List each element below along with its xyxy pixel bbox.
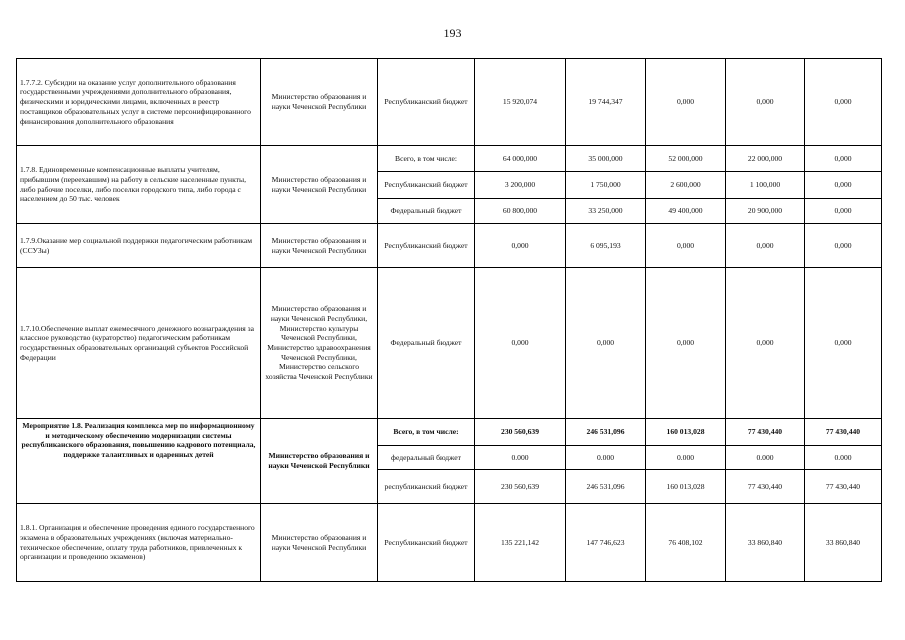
- value-cell: 0,000: [726, 224, 805, 268]
- value-cell: 2 600,000: [646, 172, 726, 199]
- value-cell: 0.000: [475, 446, 566, 470]
- measure-name: 1.7.10.Обеспечение выплат ежемесячного денежного вознаграждения за классное руководство (кураторство) педагогическим работникам государственных образовательных организаций субъектов Российской Федерации: [17, 268, 261, 419]
- table-row: [17, 59, 882, 146]
- value-cell: 52 000,000: [646, 146, 726, 172]
- value-cell: 147 746,623: [566, 504, 646, 582]
- value-cell: 0,000: [805, 59, 882, 146]
- executor-cell: Министерство образования и науки Чеченской Республики: [261, 419, 378, 504]
- value-cell: 0.000: [805, 446, 882, 470]
- value-cell: 0,000: [805, 146, 882, 172]
- value-cell: 77 430,440: [805, 470, 882, 504]
- executor-cell: Министерство образования и науки Чеченской Республики: [261, 146, 378, 224]
- value-cell: 22 000,000: [726, 146, 805, 172]
- value-cell: 49 400,000: [646, 199, 726, 224]
- value-cell: 1 100,000: [726, 172, 805, 199]
- table-row: [17, 268, 882, 419]
- funding-source: Всего, в том числе:: [378, 146, 475, 172]
- value-cell: 35 000,000: [566, 146, 646, 172]
- value-cell: 33 250,000: [566, 199, 646, 224]
- funding-source: Федеральный бюджет: [378, 199, 475, 224]
- measure-name: 1.7.8. Единовременные компенсационные выплаты учителям, прибывшим (переехавшим) на работу в сельские населенные пункты, либо рабочие поселки, либо поселки городского типа, либо города с населением до 50 тыс. человек: [17, 146, 261, 224]
- funding-source: Республиканский бюджет: [378, 224, 475, 268]
- value-cell: 0,000: [475, 224, 566, 268]
- value-cell: 246 531,096: [566, 419, 646, 446]
- value-cell: 0,000: [726, 59, 805, 146]
- table-row: [17, 224, 882, 268]
- executor-cell: Министерство образования и науки Чеченской Республики: [261, 224, 378, 268]
- funding-source: Республиканский бюджет: [378, 172, 475, 199]
- value-cell: 160 013,028: [646, 419, 726, 446]
- value-cell: 76 408,102: [646, 504, 726, 582]
- value-cell: 3 200,000: [475, 172, 566, 199]
- table-row: [17, 146, 882, 172]
- budget-table: [16, 58, 882, 582]
- value-cell: 6 095,193: [566, 224, 646, 268]
- funding-source: Федеральный бюджет: [378, 268, 475, 419]
- value-cell: 0.000: [566, 446, 646, 470]
- value-cell: 160 013,028: [646, 470, 726, 504]
- value-cell: 60 800,000: [475, 199, 566, 224]
- measure-name: 1.8.1. Организация и обеспечение проведения единого государственного экзамена в образовательных учреждениях (включая материально-техническое обеспечение, оплату труда работников, привлеченных к организации и проведению экзаменов): [17, 504, 261, 582]
- value-cell: 77 430,440: [726, 470, 805, 504]
- funding-source: Республиканский бюджет: [378, 59, 475, 146]
- value-cell: 0.000: [646, 446, 726, 470]
- value-cell: 15 920,074: [475, 59, 566, 146]
- table-row: [17, 419, 882, 446]
- value-cell: 0,000: [805, 199, 882, 224]
- value-cell: 20 900,000: [726, 199, 805, 224]
- measure-name: 1.7.7.2. Субсидии на оказание услуг дополнительного образования государственными учреждениями дополнительного образования, физическими и юридическими лицами, включенных в реестр поставщиков образовательных услуг в системе персонифицированного финансирования дополнительного образования: [17, 59, 261, 146]
- value-cell: 0,000: [566, 268, 646, 419]
- value-cell: 135 221,142: [475, 504, 566, 582]
- value-cell: 33 860,840: [805, 504, 882, 582]
- value-cell: 0,000: [646, 224, 726, 268]
- executor-cell: Министерство образования и науки Чеченской Республики: [261, 59, 378, 146]
- value-cell: 230 560,639: [475, 470, 566, 504]
- value-cell: 64 000,000: [475, 146, 566, 172]
- executor-cell: Министерство образования и науки Чеченской Республики, Министерство культуры Чеченской Республики, Министерство здравоохранения Чеченской Республики, Министерство сельского хозяйства Чеченской Республики: [261, 268, 378, 419]
- value-cell: 19 744,347: [566, 59, 646, 146]
- value-cell: 0,000: [646, 59, 726, 146]
- value-cell: 77 430,440: [726, 419, 805, 446]
- page-number: 193: [443, 26, 462, 40]
- value-cell: 0,000: [805, 224, 882, 268]
- value-cell: 1 750,000: [566, 172, 646, 199]
- value-cell: 0,000: [726, 268, 805, 419]
- value-cell: 0.000: [726, 446, 805, 470]
- value-cell: 230 560,639: [475, 419, 566, 446]
- value-cell: 0,000: [646, 268, 726, 419]
- executor-cell: Министерство образования и науки Чеченской Республики: [261, 504, 378, 582]
- measure-name: 1.7.9.Оказание мер социальной поддержки педагогическим работникам (ССУЗы): [17, 224, 261, 268]
- value-cell: 33 860,840: [726, 504, 805, 582]
- funding-source: Всего, в том числе:: [378, 419, 475, 446]
- funding-source: республиканский бюджет: [378, 470, 475, 504]
- measure-name: Мероприятие 1.8. Реализация комплекса мер по информационному и методическому обеспечению модернизации системы республиканского образования, повышению кадрового потенциала, поддержке талантливых и одаренных детей: [17, 419, 261, 504]
- value-cell: 0,000: [475, 268, 566, 419]
- funding-source: федеральный бюджет: [378, 446, 475, 470]
- value-cell: 0,000: [805, 172, 882, 199]
- value-cell: 246 531,096: [566, 470, 646, 504]
- value-cell: 77 430,440: [805, 419, 882, 446]
- funding-source: Республиканский бюджет: [378, 504, 475, 582]
- value-cell: 0,000: [805, 268, 882, 419]
- table-row: [17, 504, 882, 582]
